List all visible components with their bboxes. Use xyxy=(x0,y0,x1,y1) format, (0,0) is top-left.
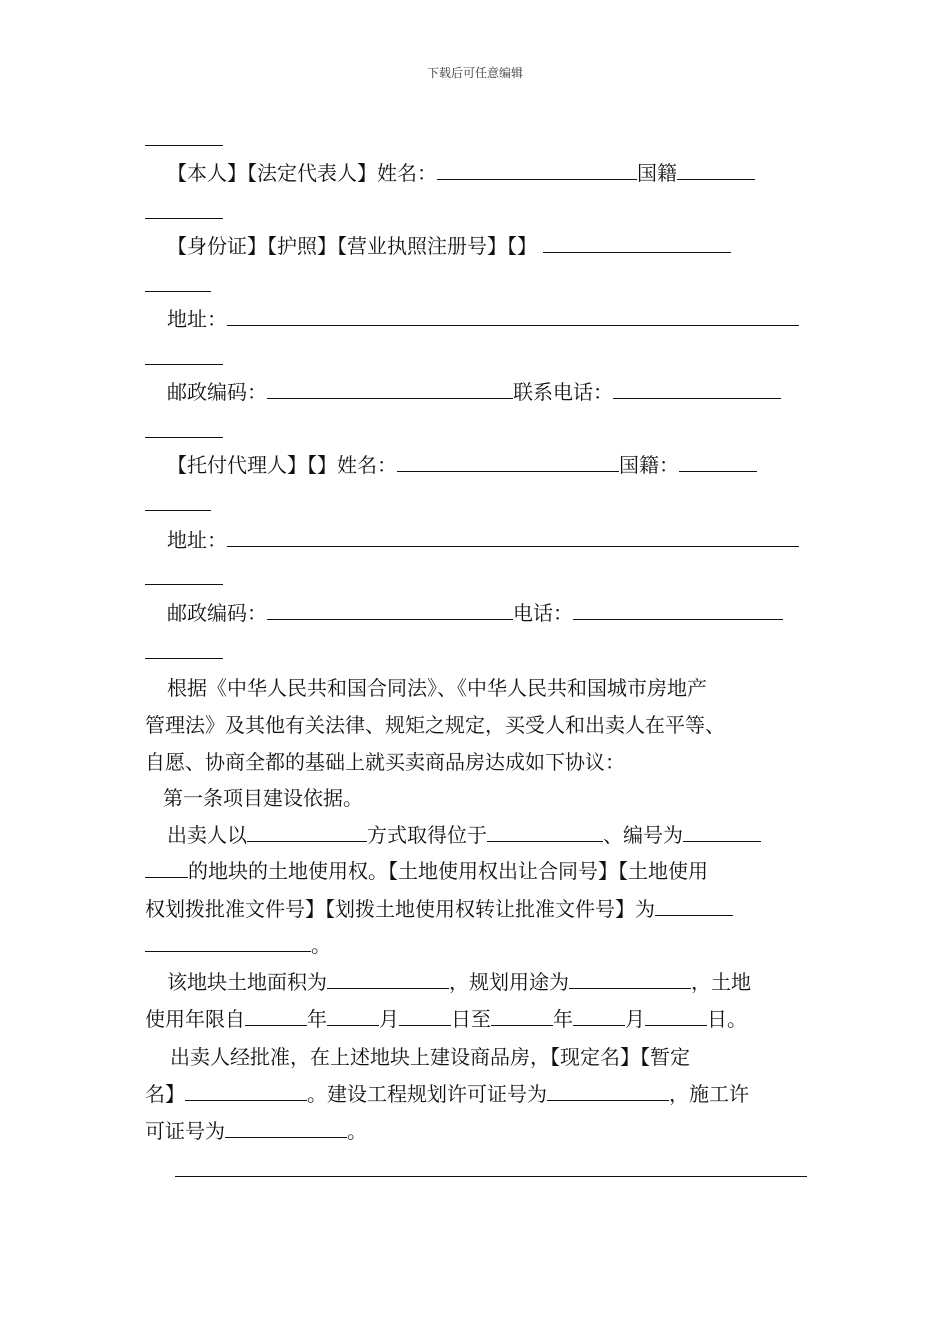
land-text: 权划拨批准文件号】【划拨土地使用权转让批准文件号】为 xyxy=(145,897,655,921)
start-year-blank[interactable] xyxy=(245,1007,307,1026)
area-line-1 xyxy=(167,969,751,995)
intro-line-3: 自愿、协商全都的基础上就买卖商品房达成如下协议： xyxy=(145,750,625,774)
build-text: 可证号为 xyxy=(145,1119,225,1143)
area-text: ，土地 xyxy=(691,970,751,994)
plot-number-blank-cont[interactable] xyxy=(145,859,188,878)
acquire-method-blank[interactable] xyxy=(247,823,367,842)
article-1-title: 第一条项目建设依据。 xyxy=(163,786,363,810)
contract-number-blank-cont[interactable] xyxy=(145,933,311,952)
bottom-blank-line xyxy=(175,1176,807,1177)
planned-use-blank[interactable] xyxy=(569,970,691,989)
end-month-blank[interactable] xyxy=(573,1007,625,1026)
id-document-label: 【身份证】【护照】【营业执照注册号】【】 xyxy=(167,234,537,258)
agent-postal-blank[interactable] xyxy=(267,601,513,620)
area-text: 年 xyxy=(553,1007,573,1031)
blank-line-continuation xyxy=(145,584,223,585)
end-day-blank[interactable] xyxy=(645,1007,707,1026)
address-label: 地址： xyxy=(167,528,227,552)
build-text: 名】 xyxy=(145,1082,185,1106)
agent-postal-phone-line xyxy=(167,600,783,626)
agent-nationality-label: 国籍： xyxy=(619,453,679,477)
agent-nationality-blank[interactable] xyxy=(679,453,757,472)
blank-line-continuation xyxy=(145,364,223,365)
build-line-2 xyxy=(145,1081,749,1107)
land-text: 方式取得位于 xyxy=(367,823,487,847)
planning-permit-blank[interactable] xyxy=(547,1082,669,1101)
postal-code-label: 邮政编码： xyxy=(167,380,267,404)
start-day-blank[interactable] xyxy=(399,1007,451,1026)
agent-name-blank[interactable] xyxy=(397,453,619,472)
area-text: 日。 xyxy=(707,1007,747,1031)
postal-code-label: 邮政编码： xyxy=(167,601,267,625)
id-number-blank[interactable] xyxy=(543,234,731,253)
build-text: ，施工许 xyxy=(669,1082,749,1106)
land-line-2 xyxy=(145,858,708,884)
area-text: 月 xyxy=(379,1007,399,1031)
agent-address-line xyxy=(167,527,799,553)
land-line-1 xyxy=(167,822,761,848)
phone-label: 联系电话： xyxy=(513,380,613,404)
land-text: 。 xyxy=(311,933,331,957)
construction-permit-blank[interactable] xyxy=(225,1119,347,1138)
land-area-blank[interactable] xyxy=(327,970,449,989)
representative-line xyxy=(167,160,755,186)
blank-line-continuation xyxy=(145,145,223,146)
name-blank[interactable] xyxy=(437,161,637,180)
representative-label: 【本人】【法定代表人】姓名： xyxy=(167,161,437,185)
postal-phone-line xyxy=(167,379,781,405)
postal-code-blank[interactable] xyxy=(267,380,513,399)
address-blank[interactable] xyxy=(227,307,799,326)
address-label: 地址： xyxy=(167,307,227,331)
land-text: 、编号为 xyxy=(603,823,683,847)
nationality-blank[interactable] xyxy=(677,161,755,180)
land-text: 的地块的土地使用权。【土地使用权出让合同号】【土地使用 xyxy=(188,859,708,883)
contract-number-blank[interactable] xyxy=(655,897,733,916)
intro-line-2: 管理法》及其他有关法律、规矩之规定，买受人和出卖人在平等、 xyxy=(145,713,725,737)
area-text: 该地块土地面积为 xyxy=(167,970,327,994)
blank-line-continuation xyxy=(145,291,211,292)
plot-number-blank[interactable] xyxy=(683,823,761,842)
land-line-3 xyxy=(145,896,733,922)
blank-line-continuation xyxy=(145,218,223,219)
land-line-4 xyxy=(145,932,331,958)
nationality-label: 国籍 xyxy=(637,161,677,185)
address-line xyxy=(167,306,799,332)
agent-address-blank[interactable] xyxy=(227,528,799,547)
project-name-blank[interactable] xyxy=(185,1082,307,1101)
build-line-3 xyxy=(145,1118,367,1144)
agent-label: 【托付代理人】【】姓名： xyxy=(167,453,397,477)
build-text: 。建设工程规划许可证号为 xyxy=(307,1082,547,1106)
agent-phone-blank[interactable] xyxy=(573,601,783,620)
page-header: 下载后可任意编辑 xyxy=(426,66,523,80)
land-text: 出卖人以 xyxy=(167,823,247,847)
agent-line xyxy=(167,452,757,478)
blank-line-continuation xyxy=(145,510,211,511)
intro-line-1: 根据《中华人民共和国合同法》、《中华人民共和国城市房地产 xyxy=(167,676,707,700)
phone-blank[interactable] xyxy=(613,380,781,399)
area-text: 使用年限自 xyxy=(145,1007,245,1031)
location-blank[interactable] xyxy=(487,823,603,842)
area-line-2 xyxy=(145,1006,747,1032)
build-line-1: 出卖人经批准，在上述地块上建设商品房，【现定名】【暂定 xyxy=(170,1045,690,1069)
area-text: 年 xyxy=(307,1007,327,1031)
area-text: 月 xyxy=(625,1007,645,1031)
phone-label: 电话： xyxy=(513,601,573,625)
build-text: 。 xyxy=(347,1119,367,1143)
area-text: ，规划用途为 xyxy=(449,970,569,994)
blank-line-continuation xyxy=(145,437,223,438)
area-text: 日至 xyxy=(451,1007,491,1031)
start-month-blank[interactable] xyxy=(327,1007,379,1026)
end-year-blank[interactable] xyxy=(491,1007,553,1026)
blank-line-continuation xyxy=(145,658,223,659)
id-document-line xyxy=(167,233,731,259)
